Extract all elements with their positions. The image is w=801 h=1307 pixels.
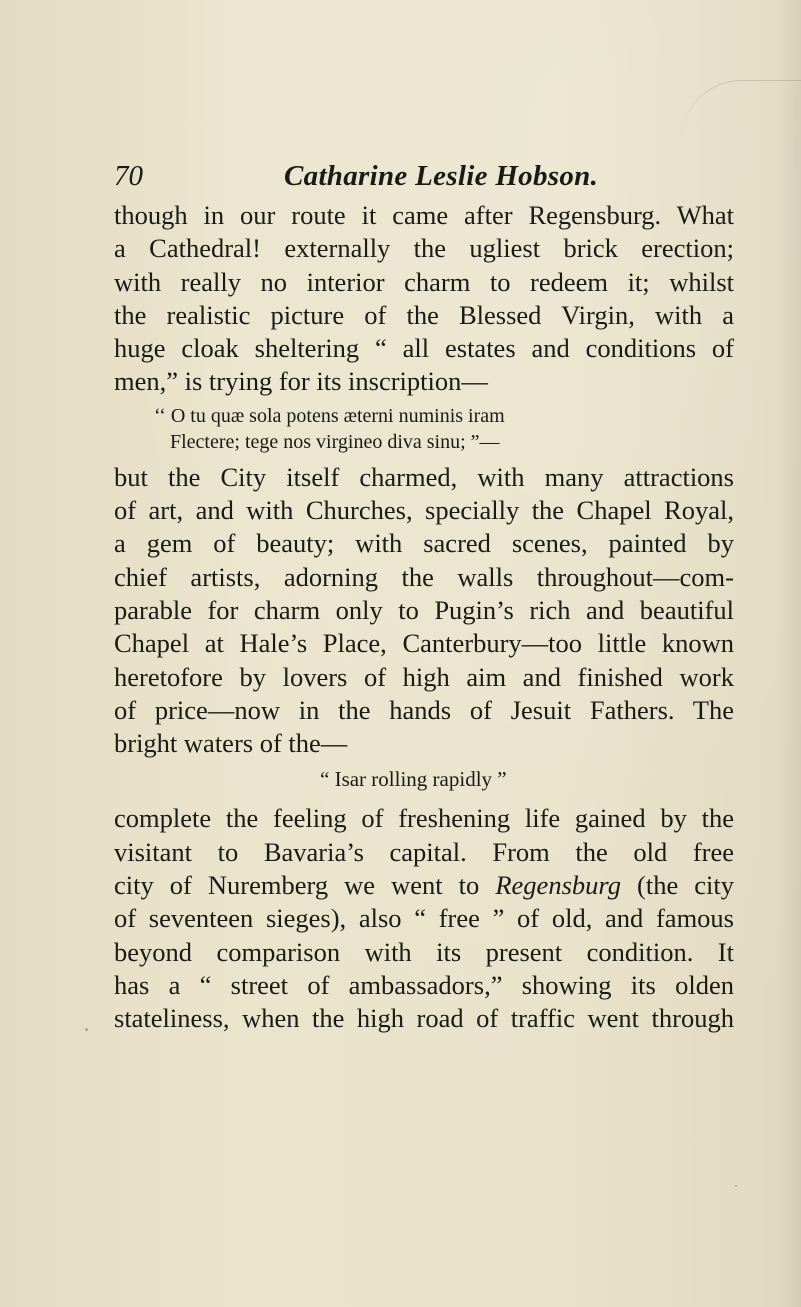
- text-line: a gem of beauty; with sacred scenes, painted by: [114, 528, 734, 559]
- text-line: though in our route it came after Regensburg. What: [114, 200, 734, 230]
- body-text: [114, 199, 734, 1036]
- text-line-start: city of Nuremberg we went to: [114, 870, 496, 901]
- text-line: men,” is trying for its inscription—: [114, 366, 488, 397]
- page-edge-shadow: [777, 0, 801, 1307]
- page-number: 70: [114, 160, 143, 192]
- text-line: of price—now in the hands of Jesuit Fathers. The: [114, 694, 734, 725]
- paper-speck: [735, 1185, 737, 1187]
- text-line: Chapel at Hale’s Place, Canterbury—too little known: [114, 628, 734, 659]
- text-line: chief artists, adorning the walls throughout—com-: [114, 561, 734, 592]
- isar-quote: “ Isar rolling rapidly ”: [320, 767, 507, 792]
- regensburg-italic: Regensburg: [495, 870, 621, 901]
- text-line: of art, and with Churches, specially the Chapel Royal,: [114, 495, 734, 526]
- text-line: beyond comparison with its present condition. It: [114, 936, 734, 967]
- book-title: Catharine Leslie Hobson.: [284, 160, 599, 192]
- running-head: [114, 160, 734, 200]
- latin-quote-line: ‘‘ O tu quæ sola potens æterni numinis iram: [154, 404, 505, 427]
- text-line: visitant to Bavaria’s capital. From the old free: [114, 836, 734, 867]
- latin-quote-line: Flectere; tege nos virgineo diva sinu; ”—: [170, 430, 500, 453]
- text-line: heretofore by lovers of high aim and finished work: [114, 661, 734, 692]
- text-line: [114, 869, 734, 902]
- text-line: of seventeen sieges), also “ free ” of old, and famous: [114, 903, 734, 934]
- text-line: huge cloak sheltering “ all estates and conditions of: [114, 333, 734, 364]
- text-line: parable for charm only to Pugin’s rich and beautiful: [114, 594, 734, 625]
- text-line: stateliness, when the high road of traffic went through: [114, 1003, 734, 1034]
- text-line: with really no interior charm to redeem it; whilst: [114, 266, 734, 297]
- paper-speck: [85, 1028, 88, 1031]
- text-line: but the City itself charmed, with many attractions: [114, 461, 734, 492]
- text-line: has a “ street of ambassadors,” showing its olden: [114, 969, 734, 1000]
- text-line: complete the feeling of freshening life gained by the: [114, 803, 734, 834]
- text-line: bright waters of the—: [114, 728, 348, 759]
- text-line-end: (the city: [620, 870, 735, 901]
- text-line: the realistic picture of the Blessed Virgin, with a: [114, 299, 734, 330]
- text-line: a Cathedral! externally the ugliest brick erection;: [114, 233, 734, 264]
